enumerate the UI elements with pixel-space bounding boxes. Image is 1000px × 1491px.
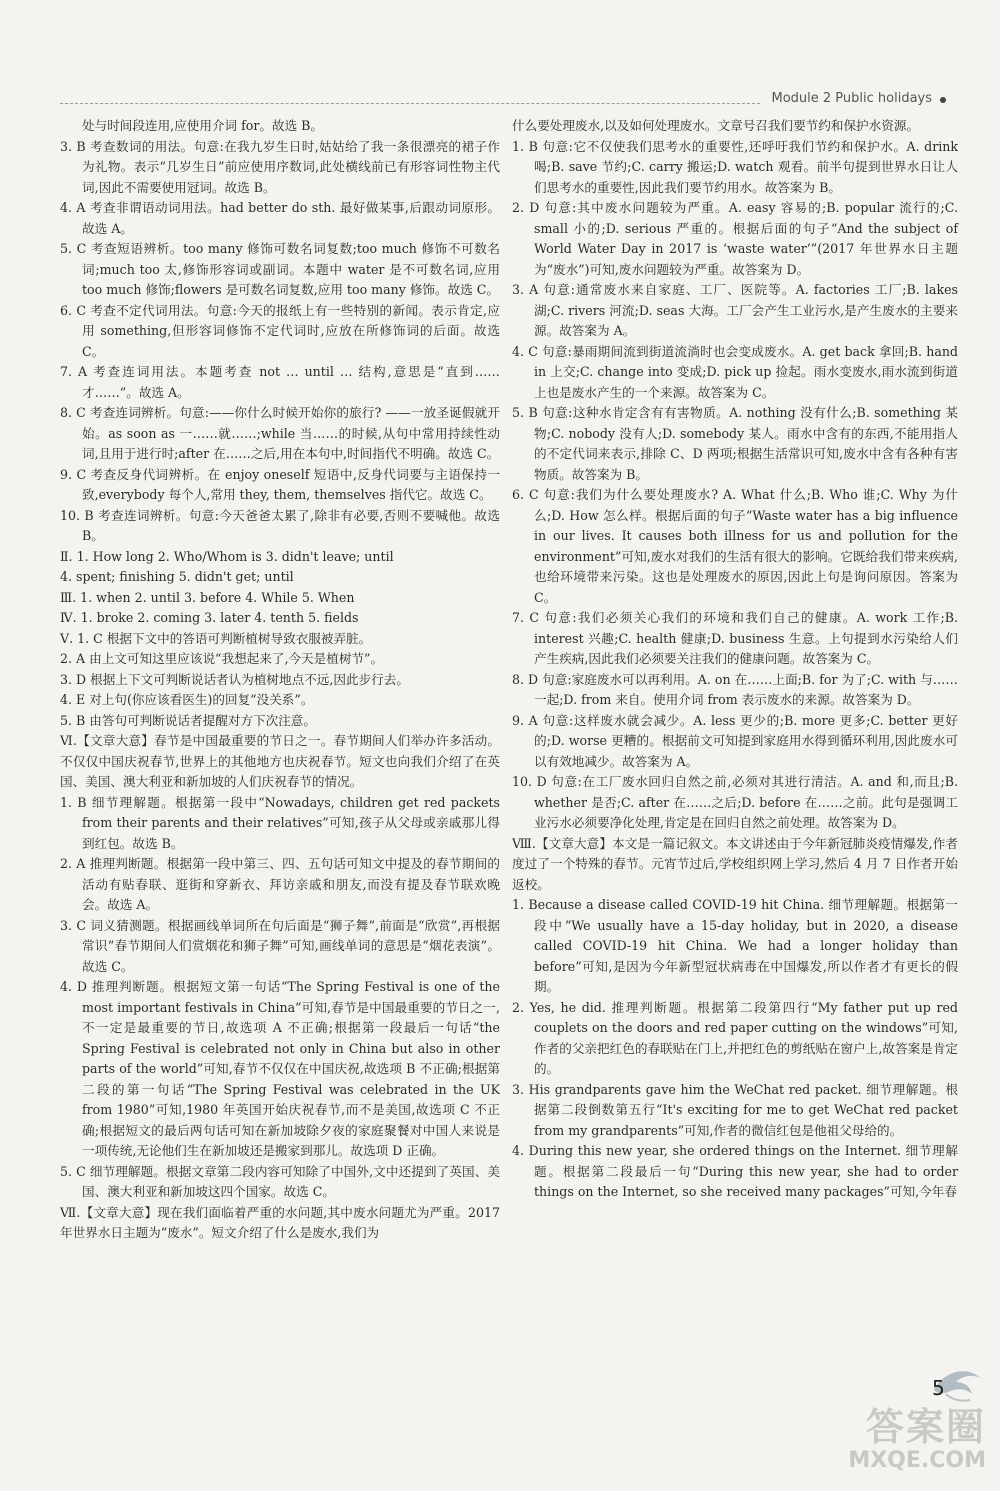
answer-item: 2. A 推理判断题。根据第一段中第三、四、五句话可知文中提及的春节期间的活动有贴春联、逛街和穿新衣、拜访亲戚和朋友,而没有提及春节联欢晚会。故选 A。 <box>60 856 500 912</box>
answer-item: 5. C 细节理解题。根据文章第二段内容可知除了中国外,文中还提到了英国、美国、澳大利亚和新加坡这四个国家。故选 C。 <box>60 1163 500 1199</box>
answer-item: 处与时间段连用,应使用介词 for。故选 B。 <box>82 118 324 133</box>
answer-item: 10. B 考查连词辨析。句意:今天爸爸太累了,除非有必要,否则不要喊他。故选 B。 <box>60 507 500 543</box>
watermark-line1: 答案圈 <box>865 1405 986 1449</box>
answer-item: 8. C 考查连词辨析。句意:——你什么时候开始你的旅行? ——一放圣诞假就开始。as soon as 一……就……;while 当……的时候,从句中常用持续性动词,且用于进行时;after 在……之后,用在本句中,时间指代不明确。故选 C。 <box>60 405 500 461</box>
answer-item: 1. B 句意:它不仅使我们思考水的重要性,还呼吁我们节约和保护水。A. drink 喝;B. save 节约;C. carry 搬运;D. watch 观看。前半句提到世界水日让人们思考水的重要性,因此我们要节约用水。故答案为 B。 <box>512 138 958 195</box>
section-paragraph: Ⅶ.【文章大意】现在我们面临着严重的水问题,其中废水问题尤为严重。2017 年世界水日主题为“废水”。短文介绍了什么是废水,我们为 <box>60 1204 500 1240</box>
answer-item: 4. During this new year, she ordered things on the Internet. 细节理解题。根据第二段最后一句“During this new year, she had to order things on the Internet, so she received many packages”可知,今年春 <box>512 1143 958 1199</box>
answer-item: 10. D 句意:在工厂废水回归自然之前,必须对其进行清洁。A. and 和,而且;B. whether 是否;C. after 在……之后;D. before 在……之前。此句是强调工业污水必须要净化处理,肯定是在回归自然之前处理。故答案为 D。 <box>512 774 958 830</box>
answer-item: 2. A 由上文可知这里应该说“我想起来了,今天是植树节”。 <box>60 651 384 666</box>
page-number: 5 <box>932 1376 945 1400</box>
section-paragraph: Ⅳ. 1. broke 2. coming 3. later 4. tenth 5. fields <box>60 610 359 625</box>
section-paragraph: Ⅱ. 1. How long 2. Who/Whom is 3. didn't leave; until <box>60 548 394 564</box>
answer-item: 2. D 句意:其中废水问题较为严重。A. easy 容易的;B. popular 流行的;C. small 小的;D. serious 严重的。根据后面的句子“And the subject of World Water Day in 2017 is ‘waste water’”(2017 年世界水日主题为“废水”)可知,废水问题较为严重。故答案为 D。 <box>512 200 958 277</box>
header-rule <box>60 103 760 104</box>
answer-item: 5. C 考查短语辨析。too many 修饰可数名词复数;too much 修饰不可数名词;much too 太,修饰形容词或副词。本题中 water 是不可数名词,应用 too much 修饰;flowers 是可数名词复数,应用 too many 修饰。故选 C。 <box>60 241 500 297</box>
section-paragraph: Ⅲ. 1. when 2. until 3. before 4. While 5. When <box>60 589 355 605</box>
answer-item: 4. A 考查非谓语动词用法。had better do sth. 最好做某事,后跟动词原形。故选 A。 <box>60 200 500 236</box>
answer-item: 1. B 细节理解题。根据第一段中“Nowadays, children get red packets from their parents and their relatives”可知,孩子从父母或亲戚那儿得到红包。故选 B。 <box>60 794 500 851</box>
answer-item: 3. B 考查数词的用法。句意:在我九岁生日时,姑姑给了我一条很漂亮的裙子作为礼物。表示“几岁生日”前应使用序数词,此处横线前已有形容词性物主代词,因此不需要使用冠词。故选 B。 <box>60 138 500 195</box>
answer-item: 3. D 根据上下文可判断说话者认为植树地点不远,因此步行去。 <box>60 671 409 687</box>
section-paragraph: Ⅴ. 1. C 根据下文中的答语可判断植树导致衣服被弄脏。 <box>60 630 372 646</box>
answer-item: 8. D 句意:家庭废水可以再利用。A. on 在……上面;B. for 为了;C. with 与……一起;D. from 来自。使用介词 from 表示废水的来源。故答案为 D。 <box>512 671 958 707</box>
answer-item: 6. C 句意:我们为什么要处理废水? A. What 什么;B. Who 谁;C. Why 为什么;D. How 怎么样。根据后面的句子“Waste water has a big influence in our lives. It causes both illness for us and pollution for the environment”可知,废水对我们的生活有很大的影响。它既给我们带来疾病,也给环境带来污染。这也是处理废水的原因,因此上句是询问原因。答案为 C。 <box>512 487 958 605</box>
watermark <box>848 1405 986 1473</box>
watermark-line2: MXQE.COM <box>848 1448 986 1473</box>
answer-item: 7. A 考查连词用法。本题考查 not … until … 结构,意思是“直到……才……”。故选 A。 <box>60 364 500 400</box>
answer-item: 6. C 考查不定代词用法。句意:今天的报纸上有一些特别的新闻。表示肯定,应用 something,但形容词修饰不定代词时,应放在所修饰词的后面。故选 C。 <box>60 302 500 359</box>
answer-item: 4. E 对上句(你应该看医生)的回复“没关系”。 <box>60 692 314 707</box>
answer-item: 2. Yes, he did. 推理判断题。根据第二段第四行“My father put up red couplets on the doors and red paper cutting on the windows”可知,作者的父亲把红色的春联贴在门上,并把红色的剪纸贴在窗户上,故答案是肯定的。 <box>512 999 958 1076</box>
header-title: Module 2 Public holidays <box>771 91 932 106</box>
page-header <box>60 88 960 112</box>
section-paragraph: 什么要处理废水,以及如何处理废水。文章号召我们要节约和保护水资源。 <box>512 118 920 133</box>
answer-item: 5. B 由答句可判断说话者提醒对方下次注意。 <box>60 712 316 728</box>
section-paragraph: 4. spent; finishing 5. didn't get; until <box>60 569 294 584</box>
answer-item: 5. B 句意:这种水肯定含有有害物质。A. nothing 没有什么;B. something 某物;C. nobody 没有人;D. somebody 某人。雨水中含有的东西,不能用指人的不定代词来表示,排除 C、D 两项;根据生活常识可知,废水中含有各种有害物质。故答案为 B。 <box>512 405 958 482</box>
right-column <box>512 116 958 1203</box>
left-column <box>60 116 500 1244</box>
answer-item: 4. C 句意:暴雨期间流到街道流淌时也会变成废水。A. get back 拿回;B. hand in 上交;C. change into 变成;D. pick up 捡起。雨水变废水,雨水流到街道上也是废水产生的一个来源。故答案为 C。 <box>512 343 958 400</box>
answer-item: 1. Because a disease called COVID-19 hit China. 细节理解题。根据第一段中“We usually have a 15-day holiday, but in 2020, a disease called COVID-19 hit China. We had a longer holiday than before”可知,是因为今年新型冠状病毒在中国爆发,所以作者才有更长的假期。 <box>512 897 958 994</box>
section-paragraph: Ⅷ.【文章大意】本文是一篇记叙文。本文讲述由于今年新冠肺炎疫情爆发,作者度过了一个特殊的春节。元宵节过后,学校组织网上学习,然后 4 月 7 日作者开始返校。 <box>512 835 958 892</box>
answer-item: 3. A 句意:通常废水来自家庭、工厂、医院等。A. factories 工厂;B. lakes 湖;C. rivers 河流;D. seas 大海。工厂会产生工业污水,是产生废水的主要来源。故答案为 A。 <box>512 282 958 338</box>
header-dot-icon <box>940 97 946 103</box>
answer-item: 9. C 考查反身代词辨析。在 enjoy oneself 短语中,反身代词要与主语保持一致,everybody 每个人,常用 they, them, themselves 指代它。故选 C。 <box>60 466 500 502</box>
section-paragraph: Ⅵ.【文章大意】春节是中国最重要的节日之一。春节期间人们举办许多活动。不仅仅中国庆祝春节,世界上的其他地方也庆祝春节。短文也向我们介绍了在英国、美国、澳大利亚和新加坡的人们庆祝春节的情况。 <box>60 733 500 789</box>
answer-item: 4. D 推理判断题。根据短文第一句话“The Spring Festival is one of the most important festivals in China”可知,春节是中国最重要的节日之一,不一定是最重要的节日,故选项 A 不正确;根据第一段最后一句话“the Spring Festival is celebrated not only in China but also in other parts of the world”可知,春节不仅仅在中国庆祝,故选项 B 不正确;根据第二段的第一句话“The Spring Festival was celebrated in the UK from 1980”可知,1980 年英国开始庆祝春节,而不是美国,故选项 C 不正确;根据短文的最后两句话可知在新加坡除夕夜的家庭聚餐对中国人来说是一项传统,无论他们生在新加坡还是搬家到那儿。故选项 D 正确。 <box>60 979 500 1158</box>
answer-item: 3. C 词义猜测题。根据画线单词所在句后面是“狮子舞”,前面是“欣赏”,再根据常识“春节期间人们赏烟花和狮子舞”可知,画线单词的意思是“烟花表演”。故选 C。 <box>60 917 500 974</box>
answer-item: 3. His grandparents gave him the WeChat red packet. 细节理解题。根据第二段倒数第五行“It's exciting for me to get WeChat red packet from my grandparents”可知,作者的微信红包是他祖父母给的。 <box>512 1081 958 1138</box>
answer-item: 7. C 句意:我们必须关心我们的环境和我们自己的健康。A. work 工作;B. interest 兴趣;C. health 健康;D. business 生意。上句提到水污染给人们产生疾病,因此我们必须要关注我们的健康问题。故答案为 C。 <box>512 610 958 666</box>
answer-item: 9. A 句意:这样废水就会减少。A. less 更少的;B. more 更多;C. better 更好的;D. worse 更糟的。根据前文可知提到家庭用水得到循环利用,因此废水可以有效地减少。故答案为 A。 <box>512 712 958 769</box>
